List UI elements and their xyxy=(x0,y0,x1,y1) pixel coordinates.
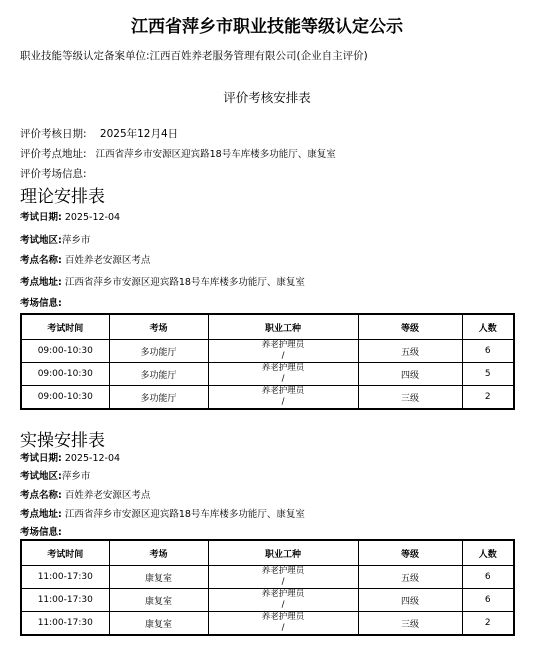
page-title: 江西省萍乡市职业技能等级认定公示 xyxy=(131,17,403,37)
table-row xyxy=(21,612,514,636)
col-header-job: 职业工种 xyxy=(208,540,358,566)
cell-job xyxy=(208,566,358,589)
cell-job-slash: / xyxy=(281,351,285,361)
practice-heading: 实操安排表 xyxy=(20,431,105,451)
theory-area-value: 萍乡市 xyxy=(61,235,91,246)
table-row xyxy=(21,363,514,386)
cell-time: 11:00-17:30 xyxy=(21,566,109,589)
cell-job xyxy=(208,363,358,386)
info-site-label: 评价考点地址: xyxy=(20,148,87,160)
theory-room-info-label: 考场信息: xyxy=(20,298,62,309)
theory-heading: 理论安排表 xyxy=(20,187,105,207)
cell-count: 6 xyxy=(462,566,514,589)
theory-date xyxy=(20,209,120,223)
cell-job-slash: / xyxy=(281,623,285,633)
cell-room: 康复室 xyxy=(109,589,208,612)
cell-time: 11:00-17:30 xyxy=(21,612,109,636)
info-date xyxy=(20,126,178,141)
theory-table-header xyxy=(21,314,514,340)
cell-room: 康复室 xyxy=(109,612,208,636)
theory-address xyxy=(20,274,305,288)
practice-date xyxy=(20,450,120,464)
cell-job xyxy=(208,589,358,612)
info-date-label: 评价考核日期: xyxy=(20,128,87,140)
col-header-level: 等级 xyxy=(358,540,462,566)
cell-job xyxy=(208,340,358,363)
theory-area-label: 考试地区: xyxy=(20,235,62,246)
cell-time: 09:00-10:30 xyxy=(21,386,109,410)
col-header-level: 等级 xyxy=(358,314,462,340)
theory-date-value: 2025-12-04 xyxy=(64,212,121,223)
cell-job-name: 养老护理员 xyxy=(261,566,305,576)
cell-time: 09:00-10:30 xyxy=(21,363,109,386)
cell-room: 多功能厅 xyxy=(109,363,208,386)
cell-job-name: 养老护理员 xyxy=(261,612,305,622)
filing-unit-line: 职业技能等级认定备案单位:江西百姓养老服务管理有限公司(企业自主评价) xyxy=(20,50,368,62)
theory-site-name-value: 百姓养老安源区考点 xyxy=(64,255,151,266)
practice-address xyxy=(20,506,305,520)
theory-table xyxy=(20,313,515,410)
cell-level: 四级 xyxy=(358,589,462,612)
practice-address-label: 考点地址: xyxy=(20,509,62,520)
practice-table-header xyxy=(21,540,514,566)
cell-job-name: 养老护理员 xyxy=(261,340,305,350)
theory-site-name xyxy=(20,252,150,266)
table-row xyxy=(21,340,514,363)
practice-area-value: 萍乡市 xyxy=(61,471,91,482)
practice-date-label: 考试日期: xyxy=(20,453,62,464)
cell-level: 五级 xyxy=(358,340,462,363)
cell-room: 多功能厅 xyxy=(109,340,208,363)
info-site-value: 江西省萍乡市安源区迎宾路18号车库楼多功能厅、康复室 xyxy=(95,149,336,160)
cell-count: 2 xyxy=(462,386,514,410)
practice-table xyxy=(20,539,515,636)
cell-job-name: 养老护理员 xyxy=(261,386,305,396)
cell-level: 三级 xyxy=(358,386,462,410)
cell-job-name: 养老护理员 xyxy=(261,589,305,599)
practice-address-value: 江西省萍乡市安源区迎宾路18号车库楼多功能厅、康复室 xyxy=(64,509,305,520)
table-row xyxy=(21,589,514,612)
col-header-job: 职业工种 xyxy=(208,314,358,340)
cell-job xyxy=(208,386,358,410)
cell-count: 2 xyxy=(462,612,514,636)
cell-time: 11:00-17:30 xyxy=(21,589,109,612)
practice-site-name-value: 百姓养老安源区考点 xyxy=(64,490,151,501)
practice-area xyxy=(20,468,90,482)
practice-date-value: 2025-12-04 xyxy=(64,453,121,464)
cell-job-slash: / xyxy=(281,600,285,610)
cell-job-slash: / xyxy=(281,397,285,407)
cell-level: 三级 xyxy=(358,612,462,636)
cell-count: 6 xyxy=(462,340,514,363)
practice-area-label: 考试地区: xyxy=(20,471,62,482)
cell-time: 09:00-10:30 xyxy=(21,340,109,363)
info-room-label: 评价考场信息: xyxy=(20,168,87,180)
practice-site-name xyxy=(20,487,150,501)
theory-address-value: 江西省萍乡市安源区迎宾路18号车库楼多功能厅、康复室 xyxy=(64,277,305,288)
table-row xyxy=(21,566,514,589)
cell-count: 5 xyxy=(462,363,514,386)
cell-level: 五级 xyxy=(358,566,462,589)
col-header-count: 人数 xyxy=(462,314,514,340)
theory-site-name-label: 考点名称: xyxy=(20,255,62,266)
cell-job-slash: / xyxy=(281,577,285,587)
cell-room: 多功能厅 xyxy=(109,386,208,410)
cell-job xyxy=(208,612,358,636)
info-site xyxy=(20,146,336,161)
cell-level: 四级 xyxy=(358,363,462,386)
practice-room-info-label: 考场信息: xyxy=(20,527,62,538)
col-header-room: 考场 xyxy=(109,540,208,566)
theory-date-label: 考试日期: xyxy=(20,212,62,223)
col-header-count: 人数 xyxy=(462,540,514,566)
schedule-title: 评价考核安排表 xyxy=(223,90,311,105)
table-row xyxy=(21,386,514,410)
cell-count: 6 xyxy=(462,589,514,612)
col-header-time: 考试时间 xyxy=(21,540,109,566)
col-header-time: 考试时间 xyxy=(21,314,109,340)
practice-site-name-label: 考点名称: xyxy=(20,490,62,501)
cell-room: 康复室 xyxy=(109,566,208,589)
theory-area xyxy=(20,232,90,246)
cell-job-name: 养老护理员 xyxy=(261,363,305,373)
cell-job-slash: / xyxy=(281,374,285,384)
col-header-room: 考场 xyxy=(109,314,208,340)
info-date-value: 2025年12月4日 xyxy=(99,128,179,140)
theory-address-label: 考点地址: xyxy=(20,277,62,288)
